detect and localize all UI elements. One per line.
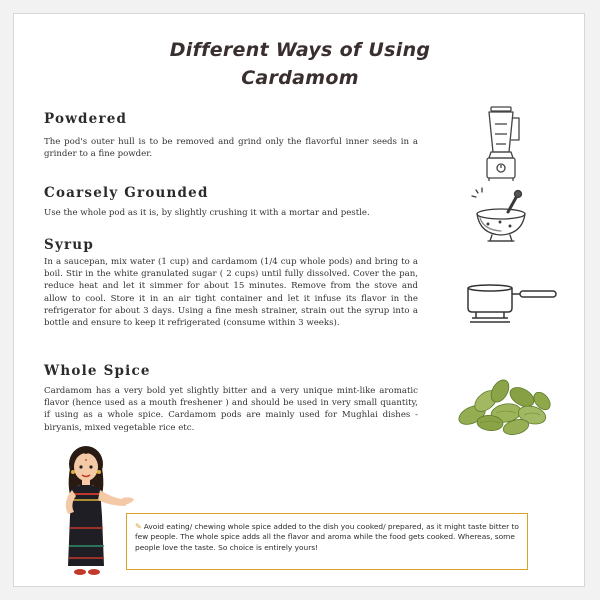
section-text-coarsely-grounded: Use the whole pod as it is, by slightly crushing it with a mortar and pestle. [44, 208, 370, 218]
saucepan-icon [464, 282, 560, 326]
tip-text: Avoid eating/ chewing whole spice added to the dish you cooked/ prepared, as it might taste bitter to few people. The whole spice adds all the flavor and aroma while the food gets cooked. Whereas, some people love the taste. So choice is entirely yours! [135, 522, 519, 552]
section-heading-powdered: Powdered [44, 111, 128, 127]
cardamom-pods-icon [452, 369, 556, 439]
blender-icon [479, 104, 523, 184]
page-title [14, 36, 586, 92]
title-line-1: Different Ways of Using [169, 39, 431, 61]
section-text-powdered: The pod's outer hull is to be removed and grind only the flavorful inner seeds in a grinder to a fine powder. [44, 137, 418, 160]
pencil-icon: ✎ [135, 522, 142, 531]
section-text-syrup: In a saucepan, mix water (1 cup) and cardamom (1/4 cup whole pods) and bring to a boil. Stir in the white granulated sugar ( 2 cups) until fully dissolved. Cover the pan, reduce heat and let it simmer for about 15 minutes. Remove from the stove and allow to cool. Store it in an air tight container and let it infuse its flavor in the refrigerator for about 3 days. Using a fine mesh strainer, strain out the syrup into a bottle and ensure to keep it refrigerated (consume within 3 weeks). [44, 257, 418, 329]
mortar-pestle-icon [470, 186, 532, 246]
section-heading-syrup: Syrup [44, 237, 94, 253]
tip-box [126, 513, 528, 570]
recipe-card [13, 13, 585, 587]
section-text-whole-spice: Cardamom has a very bold yet slightly bitter and a very unique mint-like aromatic flavor (hence used as a mouth freshener ) and should be used in very small quantity, if using as a whole spice. Cardamom pods are mainly used for Mughlai dishes - biryanis, mixed vegetable rice etc. [44, 386, 418, 433]
woman-character-illustration [52, 442, 136, 582]
section-heading-whole-spice: Whole Spice [44, 363, 151, 379]
title-line-2: Cardamom [241, 67, 359, 89]
section-heading-coarsely-grounded: Coarsely Grounded [44, 185, 209, 201]
